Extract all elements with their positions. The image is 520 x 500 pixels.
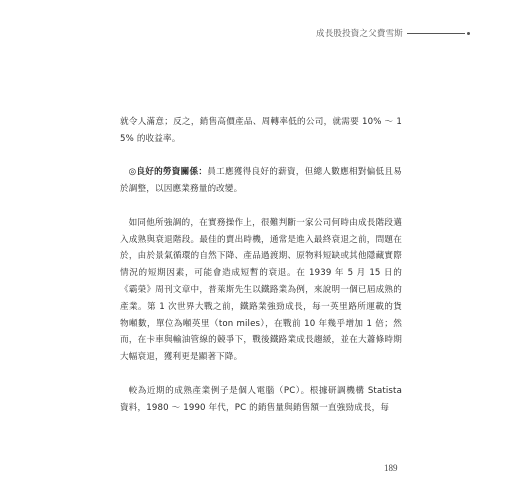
header-rule — [407, 33, 465, 34]
paragraph-text: 就令人滿意；反之，銷售高價產品、周轉率低的公司，就需要 10% ～ 15% 的收益率。 — [120, 117, 402, 144]
paragraph-text: 較為近期的成熟產業例子是個人電腦（PC）。根據研調機構 Statista 資料，1980 ～ 1990 年代，PC 的銷售量與銷售額一直強勁成長，每 — [120, 385, 402, 413]
paragraph-lead: ◎良好的勞資關係： — [128, 167, 208, 178]
body-text — [120, 114, 402, 416]
paragraph-text: 如同他所強調的，在實務操作上，很難判斷一家公司何時由成長階段邁入成熟與衰退階段。最佳的賣出時機，通常是進入最終衰退之前，問題在於，由於景氣循環的自然下降、產品過渡期、原物料短缺或其他隱藏實際情況的短期因素，可能會造成短暫的衰退。在 1939 年 5 月 15 日的《霸榮》周刊文章中，普萊斯先生以鐵路業為例，來說明一個已屆成熟的產業。第 1 次世界大戰之前，鐵路業強勁成長，每一英里路所運載的貨物噸數，單位為噸英里（ton miles），在戰前 10 年幾乎增加 1 倍；然而，在卡車與輸油管線的競爭下，戰後鐵路業成長趨緩，並在大蕭條時期大幅衰退，獲利更是顯著下降。 — [120, 217, 402, 363]
running-header — [316, 27, 470, 39]
header-dot — [467, 32, 470, 35]
page-number: 189 — [384, 463, 398, 473]
paragraph-railroad-example — [120, 215, 402, 366]
header-title: 成長股投資之父費雪斯 — [316, 29, 404, 39]
paragraph-continuation — [120, 114, 402, 148]
paragraph-pc-example — [120, 383, 402, 417]
paragraph-labor-relations — [120, 164, 402, 198]
paragraph-text: 員工應獲得良好的薪資，但總人數應相對偏低且易於調整，以因應業務量的改變。 — [120, 167, 402, 195]
